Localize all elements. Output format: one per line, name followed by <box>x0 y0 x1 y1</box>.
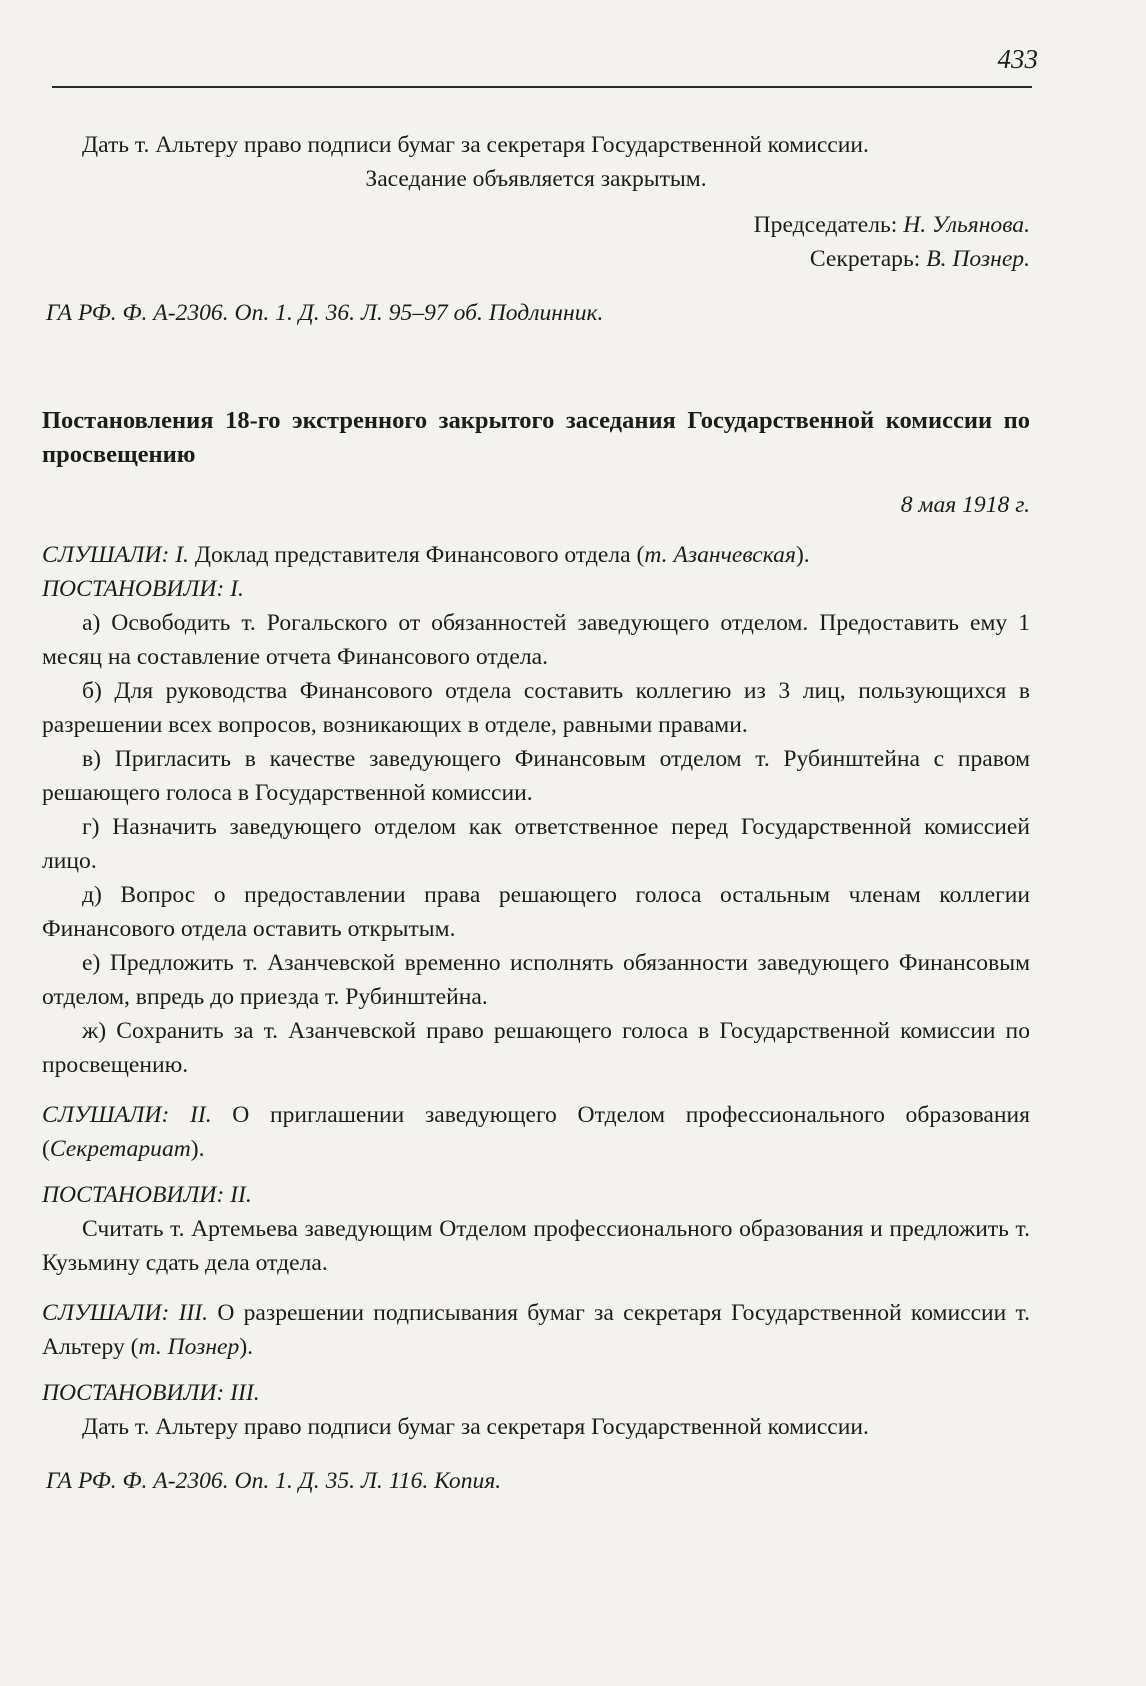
secretary-label: Секретарь: <box>809 246 927 272</box>
resolved-2-text: Считать т. Артемьева заведующим Отделом профессионального образования и предложить т. Кузьмину сдать дела отдела. <box>42 1216 1030 1276</box>
chairman-name: Н. Ульянова. <box>903 212 1030 238</box>
heard-3-speaker: т. Познер <box>138 1334 240 1360</box>
heard-2 <box>42 1098 1030 1166</box>
heard-2-end: ). <box>190 1136 205 1162</box>
resolution-item-g: г) Назначить заведующего отделом как ответственное перед Государственной комиссией лицо. <box>42 814 1030 874</box>
resolution-item-d: д) Вопрос о предоставлении права решающего голоса остальным членам коллегии Финансового отдела оставить открытым. <box>42 882 1030 942</box>
heard-1-text: Доклад представителя Финансового отдела ( <box>188 542 645 568</box>
heard-2-speaker: Секретариат <box>49 1136 191 1162</box>
heard-2-label: СЛУШАЛИ: II. <box>42 1102 212 1128</box>
page-number: 433 <box>997 44 1038 74</box>
secretary-signature <box>42 242 1030 276</box>
heard-1-speaker: т. Азанчевская <box>644 542 796 568</box>
prev-archive-reference: ГА РФ. Ф. А-2306. Оп. 1. Д. 36. Л. 95–97 об. Подлинник. <box>46 300 604 326</box>
heard-1-label: СЛУШАЛИ: I. <box>42 542 189 568</box>
heard-2-text: О приглашении заведующего Отделом профессионального образования ( <box>42 1102 1030 1162</box>
resolution-item-a: а) Освободить т. Рогальского от обязанностей заведующего отделом. Предоставить ему 1 месяц на составление отчета Финансового отдела. <box>42 610 1030 670</box>
resolution-item-b: б) Для руководства Финансового отдела составить коллегию из 3 лиц, пользующихся в разрешении всех вопросов, возникающих в отделе, равными правами. <box>42 678 1030 738</box>
resolved-2-label: ПОСТАНОВИЛИ: II. <box>42 1182 252 1208</box>
resolution-item-zh: ж) Сохранить за т. Азанчевской право решающего голоса в Государственной комиссии по просвещению. <box>42 1018 1030 1078</box>
archive-reference: ГА РФ. Ф. А-2306. Оп. 1. Д. 35. Л. 116. Копия. <box>46 1468 502 1494</box>
chairman-label: Председатель: <box>753 212 904 238</box>
closing-statement: Заседание объявляется закрытым. <box>365 166 707 192</box>
header-rule <box>52 86 1032 88</box>
resolved-3-label: ПОСТАНОВИЛИ: III. <box>42 1380 260 1406</box>
document-title: Постановления 18-го экстренного закрытого заседания Государственной комиссии по просвещению <box>42 407 1030 468</box>
chairman-signature <box>42 208 1030 242</box>
secretary-name: В. Познер. <box>926 246 1030 272</box>
resolved-1-label: ПОСТАНОВИЛИ: I. <box>42 576 244 602</box>
prev-resolution-item: Дать т. Альтеру право подписи бумаг за секретаря Государственной комиссии. <box>82 132 869 158</box>
document-date: 8 мая 1918 г. <box>900 492 1030 518</box>
heard-3-label: СЛУШАЛИ: III. <box>42 1300 209 1326</box>
heard-3 <box>42 1296 1030 1364</box>
resolution-item-e: е) Предложить т. Азанчевской временно исполнять обязанности заведующего Финансовым отделом, впредь до приезда т. Рубинштейна. <box>42 950 1030 1010</box>
heard-3-end: ). <box>239 1334 254 1360</box>
page-content <box>42 128 1030 1498</box>
resolved-3-text: Дать т. Альтеру право подписи бумаг за секретаря Государственной комиссии. <box>82 1414 869 1440</box>
resolution-item-v: в) Пригласить в качестве заведующего Финансовым отделом т. Рубинштейна с правом решающего голоса в Государственной комиссии. <box>42 746 1030 806</box>
heard-1-end: ). <box>795 542 810 568</box>
heard-1 <box>42 538 1030 572</box>
heard-3-text: О разрешении подписывания бумаг за секретаря Государственной комиссии т. Альтеру ( <box>42 1300 1030 1360</box>
